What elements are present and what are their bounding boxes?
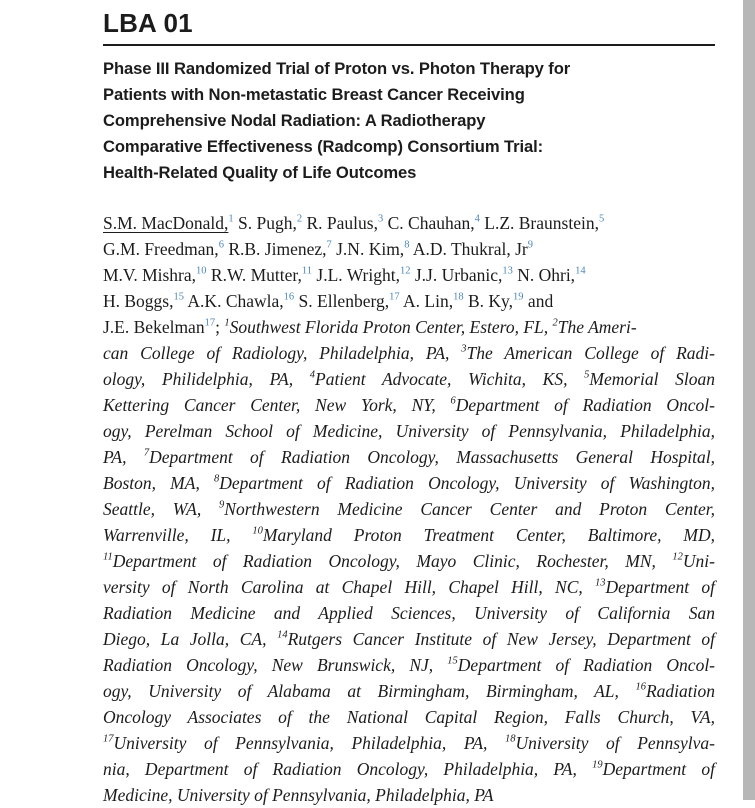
affiliation-text: Oncology Associates of the National Capital Region, Falls Church, VA, bbox=[103, 707, 715, 727]
affiliation-text: Uni- bbox=[682, 551, 715, 571]
affiliation-number: 15 bbox=[447, 655, 458, 667]
author-line bbox=[103, 314, 715, 340]
affiliation-number: 8 bbox=[214, 473, 220, 485]
author-name: and bbox=[527, 291, 554, 311]
affiliation-ref-link[interactable]: 15 bbox=[173, 291, 184, 303]
author bbox=[103, 317, 215, 337]
affiliation-text: University of Pennsylvania, Philadelphia, PA, bbox=[113, 733, 505, 753]
affiliation-ref-link[interactable]: 11 bbox=[301, 265, 313, 277]
title-line: Patients with Non-metastatic Breast Cancer Receiving bbox=[103, 85, 525, 104]
affiliation-line bbox=[103, 704, 715, 730]
affiliation-number: 4 bbox=[309, 369, 316, 381]
author-name: J.E. Bekelman bbox=[103, 317, 205, 337]
author bbox=[211, 265, 312, 285]
author bbox=[103, 265, 207, 285]
affiliation-number: 6 bbox=[450, 395, 456, 407]
affiliation-line bbox=[103, 782, 715, 808]
affiliation-line bbox=[103, 418, 715, 444]
affiliation-number: 19 bbox=[592, 759, 603, 771]
affiliation-ref-link[interactable]: 14 bbox=[575, 265, 586, 277]
author bbox=[517, 265, 585, 285]
author-name: J.N. Kim, bbox=[336, 239, 405, 259]
abstract-title bbox=[103, 56, 715, 186]
author bbox=[103, 291, 184, 311]
affiliation-line bbox=[103, 496, 715, 522]
author-name: G.M. Freedman, bbox=[103, 239, 219, 259]
affiliation-number: 10 bbox=[252, 525, 263, 537]
author-name: A.D. Thukral, Jr bbox=[412, 239, 528, 259]
affiliation-text: The Ameri- bbox=[557, 317, 637, 337]
affiliation-number: 16 bbox=[635, 681, 646, 693]
author-name: S.M. MacDonald, bbox=[103, 213, 229, 233]
author bbox=[484, 213, 604, 233]
affiliation-number: 11 bbox=[103, 551, 113, 563]
presenting-author bbox=[103, 213, 234, 233]
affiliation-ref-link[interactable]: 13 bbox=[502, 265, 513, 277]
affiliation-text: Rutgers Cancer Institute of New Jersey, Department of bbox=[287, 629, 716, 649]
author bbox=[388, 213, 480, 233]
authors-terminator: ; bbox=[215, 317, 220, 337]
author-name: R.W. Mutter, bbox=[210, 265, 302, 285]
affiliation-number: 13 bbox=[595, 577, 606, 589]
affiliation-line bbox=[103, 600, 715, 626]
affiliation-line bbox=[103, 392, 715, 418]
affiliation-text: Kettering Cancer Center, New York, NY, bbox=[103, 395, 451, 415]
page-edge-shadow bbox=[743, 0, 755, 800]
affiliation-ref-link[interactable]: 17 bbox=[204, 317, 216, 329]
affiliation-text: Department of Radiation Oncol- bbox=[455, 395, 715, 415]
affiliation-ref-link[interactable]: 17 bbox=[389, 291, 400, 303]
author-name: S. Ellenberg, bbox=[298, 291, 390, 311]
affiliation-text: ogy, University of Alabama at Birmingham, Birmingham, AL, bbox=[103, 681, 636, 701]
affiliation-ref-link[interactable]: 3 bbox=[377, 213, 384, 225]
author-line bbox=[103, 210, 715, 236]
author bbox=[307, 213, 384, 233]
author-line bbox=[103, 262, 715, 288]
affiliation-text: ology, Philidelphia, PA, bbox=[103, 369, 310, 389]
affiliation-text: Maryland Proton Treatment Center, Baltimore, MD, bbox=[262, 525, 715, 545]
affiliation-ref-link[interactable]: 10 bbox=[196, 265, 207, 277]
affiliation-text: Department of Radiation Oncology, University of Washington, bbox=[219, 473, 715, 493]
affiliation-line bbox=[103, 340, 715, 366]
author bbox=[187, 291, 294, 311]
abstract bbox=[103, 6, 715, 808]
affiliation-ref-link[interactable]: 4 bbox=[474, 213, 480, 225]
affiliation-line bbox=[103, 626, 715, 652]
affiliation-text: Medicine, University of Pennsylvania, Philadelphia, PA bbox=[103, 785, 494, 805]
affiliation-line bbox=[103, 444, 715, 470]
title-line: Phase III Randomized Trial of Proton vs. Photon Therapy for bbox=[103, 59, 571, 78]
affiliation-text: Department of Radiation Oncology, Mayo Clinic, Rochester, MN, bbox=[112, 551, 673, 571]
author-name: A.K. Chawla, bbox=[187, 291, 284, 311]
author-line bbox=[103, 236, 715, 262]
affiliation-text: versity of North Carolina at Chapel Hill, Chapel Hill, NC, bbox=[103, 577, 596, 597]
author bbox=[336, 239, 409, 259]
affiliation-text: nia, Department of Radiation Oncology, Philadelphia, PA, bbox=[103, 759, 593, 779]
authors-and-affiliations bbox=[103, 210, 715, 808]
author-name: L.Z. Braunstein, bbox=[484, 213, 599, 233]
affiliation-text: The American College of Radi- bbox=[466, 343, 715, 363]
author bbox=[413, 239, 533, 259]
affiliation-text: Warrenville, IL, bbox=[103, 525, 253, 545]
affiliation-number: 12 bbox=[672, 551, 683, 563]
affiliation-text: Department of Radiation Oncol- bbox=[457, 655, 716, 675]
affiliation-text: Radiation bbox=[645, 681, 715, 701]
affiliation-number: 18 bbox=[505, 733, 516, 745]
author bbox=[316, 265, 410, 285]
abstract-id: LBA 01 bbox=[103, 8, 193, 38]
affiliation-line bbox=[103, 548, 715, 574]
affiliation-ref-link[interactable]: 1 bbox=[228, 213, 234, 225]
affiliation-line bbox=[103, 366, 715, 392]
affiliation-text: Boston, MA, bbox=[103, 473, 215, 493]
affiliation-text: Patient Advocate, Wichita, KS, bbox=[315, 369, 585, 389]
affiliation-text: Department of Radiation Oncology, Massachusetts General Hospital, bbox=[149, 447, 715, 467]
author-name: B. Ky, bbox=[467, 291, 514, 311]
affiliation-text: ogy, Perelman School of Medicine, University of Pennsylvania, Philadelphia, bbox=[103, 421, 715, 441]
affiliation-line bbox=[103, 678, 715, 704]
affiliation-line bbox=[103, 730, 715, 756]
affiliation-number: 7 bbox=[143, 447, 150, 459]
affiliation-line bbox=[103, 652, 715, 678]
affiliation-text: Southwest Florida Proton Center, Estero, FL, bbox=[229, 317, 553, 337]
affiliation-ref-link[interactable]: 18 bbox=[453, 291, 464, 303]
affiliation-text: University of Pennsylva- bbox=[515, 733, 715, 753]
author-name: R. Paulus, bbox=[306, 213, 378, 233]
affiliation-number: 14 bbox=[277, 629, 288, 641]
affiliation-text: Northwestern Medicine Cancer Center and Proton Center, bbox=[224, 499, 715, 519]
affiliation-number: 17 bbox=[103, 733, 114, 745]
author-name: R.B. Jimenez, bbox=[228, 239, 327, 259]
affiliation-ref-link[interactable]: 6 bbox=[218, 239, 224, 251]
affiliation-text: Diego, La Jolla, CA, bbox=[103, 629, 278, 649]
author-name: N. Ohri, bbox=[517, 265, 576, 285]
affiliation-number: 2 bbox=[552, 317, 558, 329]
affiliation-number: 5 bbox=[584, 369, 590, 381]
affiliation-ref-link[interactable]: 7 bbox=[326, 239, 332, 251]
affiliation-text: Memorial Sloan bbox=[589, 369, 715, 389]
author bbox=[468, 291, 524, 311]
author-name: H. Boggs, bbox=[103, 291, 174, 311]
author-name: C. Chauhan, bbox=[387, 213, 475, 233]
affiliation-ref-link[interactable]: 9 bbox=[527, 239, 533, 251]
author-name: J.L. Wright, bbox=[316, 265, 400, 285]
affiliation-text: Seattle, WA, bbox=[103, 499, 220, 519]
title-line: Comprehensive Nodal Radiation: A Radiotherapy bbox=[103, 111, 486, 130]
affiliation-ref-link[interactable]: 12 bbox=[399, 265, 411, 277]
affiliation-ref-link[interactable]: 16 bbox=[283, 291, 295, 303]
affiliation-ref-link[interactable]: 2 bbox=[296, 213, 303, 225]
affiliation-text: Radiation Medicine and Applied Sciences, University of California San bbox=[103, 603, 715, 623]
affiliation-line bbox=[103, 522, 715, 548]
affiliation-line bbox=[103, 756, 715, 782]
author-name: S. Pugh, bbox=[238, 213, 297, 233]
affiliation-line bbox=[103, 470, 715, 496]
author bbox=[415, 265, 513, 285]
affiliation-text: PA, bbox=[103, 447, 144, 467]
title-line: Comparative Effectiveness (Radcomp) Consortium Trial: bbox=[103, 137, 544, 156]
author-name: M.V. Mishra, bbox=[103, 265, 197, 285]
affiliation-ref-link[interactable]: 19 bbox=[513, 291, 524, 303]
affiliation-text: can College of Radiology, Philadelphia, PA, bbox=[103, 343, 462, 363]
affiliation-line bbox=[103, 574, 715, 600]
affiliation-number: 3 bbox=[461, 343, 467, 355]
affiliation-text: Department of bbox=[602, 759, 715, 779]
affiliation-number: 9 bbox=[219, 499, 225, 511]
author bbox=[528, 291, 553, 311]
author bbox=[228, 239, 331, 259]
title-line: Health-Related Quality of Life Outcomes bbox=[103, 163, 417, 182]
author bbox=[238, 213, 302, 233]
author-line bbox=[103, 288, 715, 314]
author bbox=[103, 239, 224, 259]
author bbox=[299, 291, 400, 311]
affiliation-number: 1 bbox=[224, 317, 230, 329]
author-name: J.J. Urbanic, bbox=[414, 265, 503, 285]
affiliation-text: Radiation Oncology, New Brunswick, NJ, bbox=[103, 655, 448, 675]
author-name: A. Lin, bbox=[403, 291, 454, 311]
affiliation-ref-link[interactable]: 5 bbox=[598, 213, 605, 225]
header-rule bbox=[103, 44, 715, 46]
author bbox=[403, 291, 464, 311]
affiliation-text: Department of bbox=[605, 577, 715, 597]
affiliation-ref-link[interactable]: 8 bbox=[404, 239, 410, 251]
